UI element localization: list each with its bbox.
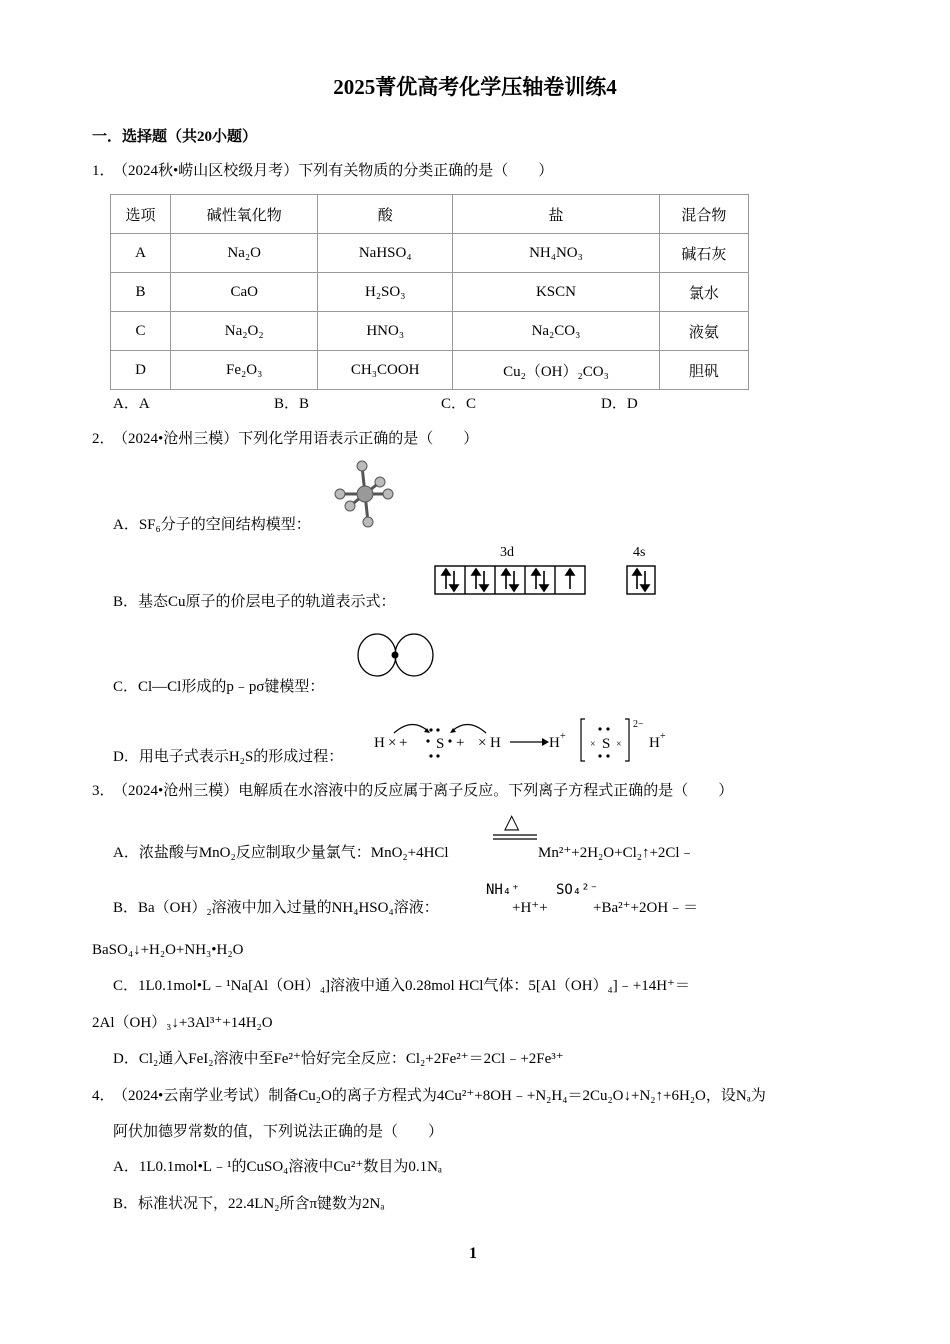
reaction-equals-sign: [492, 833, 538, 841]
q3-stem: （2024•沧州三模）电解质在水溶液中的反应属于离子反应。下列离子方程式正确的是（ ）: [113, 783, 734, 799]
table-header-cell: 混合物: [659, 195, 748, 234]
table-cell: Na₂CO₃: [453, 312, 660, 351]
table-cell: 碱石灰: [659, 234, 748, 273]
table-cell: A: [111, 234, 171, 273]
table-row: [111, 351, 749, 390]
q4-option-a[interactable]: A．1L0.1mol•L﹣¹的CuSO₄溶液中Cu²⁺数目为0.1Nₐ: [113, 1159, 443, 1175]
page-title: 2025菁优高考化学压轴卷训练4: [333, 75, 617, 99]
svg-text:+: +: [560, 731, 566, 742]
table-row: [111, 234, 749, 273]
svg-text:H: H: [649, 735, 660, 751]
table-cell: 液氨: [659, 312, 748, 351]
svg-text:+: +: [660, 731, 666, 742]
svg-text:H: H: [549, 735, 560, 751]
q4-option-b[interactable]: B．标准状况下，22.4LN₂所含π键数为2Nₐ: [113, 1196, 385, 1212]
q2-option-c[interactable]: C．Cl—Cl形成的p﹣pσ键模型：: [113, 679, 325, 695]
page-number: 1: [469, 1245, 477, 1262]
table-cell: NaHSO₄: [318, 234, 453, 273]
table-cell: HNO₃: [318, 312, 453, 351]
table-cell: CaO: [171, 273, 318, 312]
orbital-label-4s: 4s: [633, 545, 646, 560]
table-cell: D: [111, 351, 171, 390]
ammonium-ion-formula: NH₄⁺: [486, 882, 520, 898]
q3-option-b[interactable]: B．Ba（OH）₂溶液中加入过量的NH₄HSO₄溶液：: [113, 900, 439, 916]
q1-choice-b[interactable]: B．B: [274, 396, 310, 412]
svg-text:×: ×: [616, 739, 622, 750]
q4-stem-line2: 阿伏加德罗常数的值，下列说法正确的是（ ）: [113, 1124, 444, 1140]
q2-number: 2．: [92, 431, 115, 447]
q1-choice-c[interactable]: C．C: [441, 396, 477, 412]
q3-option-a-products: Mn²⁺+2H₂O+Cl₂↑+2Cl﹣: [538, 845, 695, 861]
table-cell: H₂SO₃: [318, 273, 453, 312]
p-p-sigma-bond-model: [357, 632, 435, 678]
q2-option-d[interactable]: D．用电子式表示H₂S的形成过程：: [113, 749, 344, 765]
q1-choice-d[interactable]: D．D: [601, 396, 638, 412]
q4-number: 4．: [92, 1088, 115, 1104]
table-row: [111, 273, 749, 312]
q1-classification-table: [110, 194, 749, 390]
sulfate-ion-formula: SO₄²⁻: [556, 882, 599, 898]
q3-option-c[interactable]: C．1L0.1mol•L﹣¹Na[Al（OH）₄]溶液中通入0.28mol HCl气体：5[Al（OH）₄]﹣+14H⁺＝: [113, 978, 690, 994]
table-header-cell: 选项: [111, 195, 171, 234]
orbital-label-3d: 3d: [500, 545, 514, 560]
section-heading: 一．选择题（共20小题）: [92, 129, 258, 145]
q3-option-b-line2: BaSO₄↓+H₂O+NH₃•H₂O: [92, 942, 244, 958]
q2-option-b[interactable]: B．基态Cu原子的价层电子的轨道表示式：: [113, 594, 396, 610]
table-cell: B: [111, 273, 171, 312]
q3-option-d[interactable]: D．Cl₂通入FeI₂溶液中至Fe²⁺恰好完全反应：Cl₂+2Fe²⁺＝2Cl﹣+2Fe³⁺: [113, 1051, 564, 1067]
table-header-cell: 盐: [453, 195, 660, 234]
svg-text:S: S: [436, 736, 445, 752]
sf6-ball-and-stick-model: [330, 458, 400, 530]
svg-text:S: S: [602, 736, 611, 752]
q3-option-b-mid1: +H⁺+: [512, 900, 548, 916]
table-cell: NH₄NO₃: [453, 234, 660, 273]
q3-option-b-mid2: +Ba²⁺+2OH﹣＝: [593, 900, 699, 916]
table-cell: C: [111, 312, 171, 351]
q1-choice-a[interactable]: A．A: [113, 396, 150, 412]
q2-option-a[interactable]: A．SF₆分子的空间结构模型：: [113, 517, 311, 533]
table-cell: Cu₂（OH）₂CO₃: [453, 351, 660, 390]
table-cell: Na₂O: [171, 234, 318, 273]
table-cell: CH₃COOH: [318, 351, 453, 390]
svg-text:H: H: [490, 735, 501, 751]
q2-stem: （2024•沧州三模）下列化学用语表示正确的是（ ）: [113, 431, 479, 447]
table-cell: KSCN: [453, 273, 660, 312]
svg-text:+: +: [399, 735, 408, 751]
svg-text:×: ×: [478, 735, 487, 751]
svg-text:×: ×: [590, 739, 596, 750]
q3-number: 3．: [92, 783, 115, 799]
svg-text:H: H: [374, 735, 385, 751]
q4-stem: （2024•云南学业考试）制备Cu₂O的离子方程式为4Cu²⁺+8OH﹣+N₂H₄＝2Cu₂O↓+N₂↑+6H₂O，设Nₐ为: [113, 1088, 766, 1104]
q1-stem: （2024秋•崂山区校级月考）下列有关物质的分类正确的是（ ）: [113, 163, 554, 179]
table-header-row: [111, 195, 749, 234]
svg-text:2−: 2−: [633, 719, 644, 730]
table-header-cell: 碱性氧化物: [171, 195, 318, 234]
heat-condition-icon: △: [504, 811, 520, 833]
q1-number: 1．: [92, 163, 115, 179]
svg-text:+: +: [456, 735, 465, 751]
svg-text:×: ×: [388, 735, 397, 751]
q3-option-c-line2: 2Al（OH）₃↓+3Al³⁺+14H₂O: [92, 1015, 273, 1031]
cu-orbital-diagram: [434, 565, 659, 597]
h2s-electron-formation-diagram: [372, 715, 672, 763]
table-cell: 胆矾: [659, 351, 748, 390]
table-cell: 氯水: [659, 273, 748, 312]
table-cell: Fe₂O₃: [171, 351, 318, 390]
table-header-cell: 酸: [318, 195, 453, 234]
table-cell: Na₂O₂: [171, 312, 318, 351]
q3-option-a[interactable]: A．浓盐酸与MnO₂反应制取少量氯气：MnO₂+4HCl: [113, 845, 449, 861]
table-row: [111, 312, 749, 351]
